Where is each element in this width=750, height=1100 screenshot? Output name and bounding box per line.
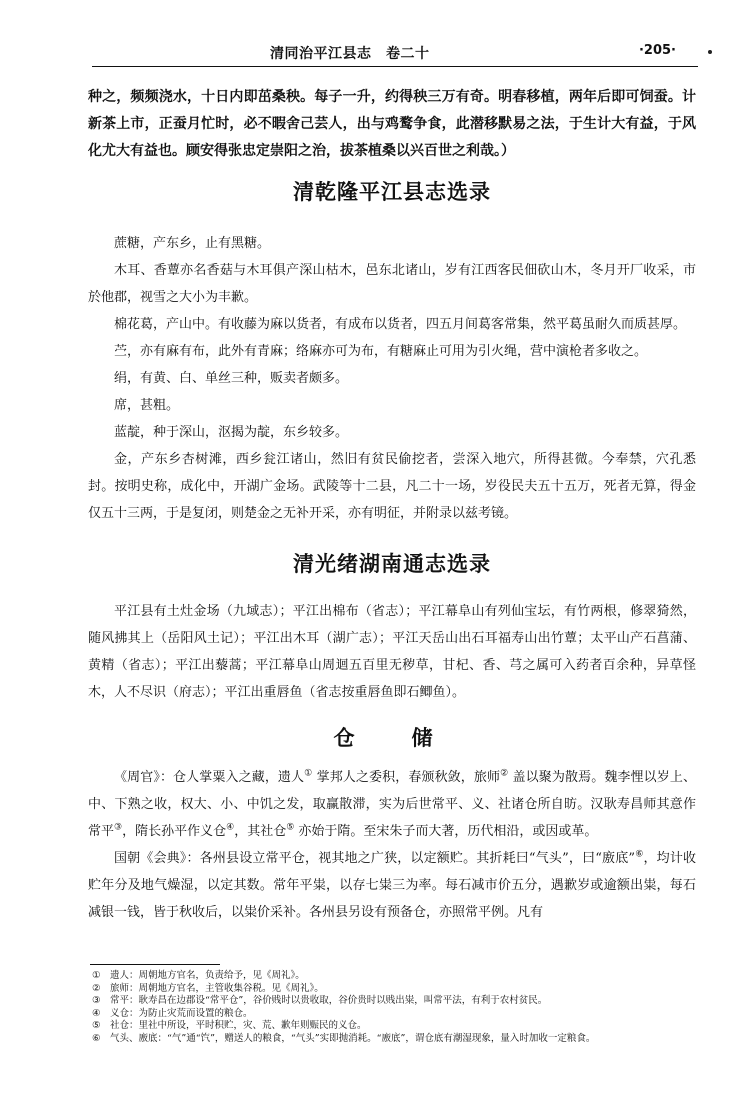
footnote-2: ② 旅师：周朝地方官名，主管收集谷税。见《周礼》。 [92,982,324,994]
entry-mat: 席，甚粗。 [114,398,180,413]
margin-dot [708,50,712,54]
section-qianlong [88,168,696,208]
footnote-1: ① 遗人：周朝地方官名，负责给予，见《周礼》。 [92,970,305,981]
entry-gold: 金，产东乡杏树滩，西乡瓮江诸山，然旧有贫民偷挖者，尝深入地穴，所得甚微。今奉禁，穴孔悉封。按明史称，成化中，开湖广金场。武陵等十二县，凡二十一场，岁役民夫五十五万，死者无算，得金仅五十三两，于是复闭，则楚金之无补开采，亦有明征，并附录以兹考镜。 [88,452,696,521]
intro-paragraph: 种之，频频浇水，十日内即茁桑秧。每子一升，约得秧三万有奇。明春移植，两年后即可饲蚕。计新茶上市，正蚕月忙时，必不暇舍己芸人，出与鸡鹜争食，此潜移默易之法，于生计大有益，于风化尤大有益也。顾安得张忠定崇阳之治，拔茶植桑以兴百世之利哉。） [88,89,696,159]
entry-indigo: 蓝靛，种于深山，沤揭为靛，东乡较多。 [114,425,349,440]
footnote-ref-3[interactable]: ③ [114,822,123,833]
footnote-6: ⑥ 气头、廒底：“气”通“饩”，赠送人的粮食，“气头”实即抛消耗。“廒底”，谓仓底有潮湿现象，量入时加收一定粮食。 [92,1032,596,1044]
entry-kudzu: 棉花葛，产山中。有收藤为麻以货者，有成布以货者，四五月间葛客常集，然平葛虽耐久而质甚厚。 [114,317,687,332]
guangxu-paragraph: 平江县有土灶金场（九域志）；平江出棉布（省志）；平江幕阜山有列仙宝坛，有竹两根，修翠猗然，随风拂其上（岳阳风土记）；平江出木耳（湖广志）；平江天岳山出石耳福寿山出竹蕈；太平山产石菖蒲、黄精（省志）；平江出藜蒿；平江幕阜山周迴五百里无秽草，甘杞、香、芎之属可入药者百余种，异草怪木，人不尽识（府志）；平江出重唇鱼（省志按重唇鱼即石鲫鱼）。 [88,604,696,700]
footnote-ref-6[interactable]: ⑥ [635,849,644,860]
section-heading-granary: 仓 储 [333,726,451,750]
footnote-3: ③ 常平：耿寿昌在边郡设“常平仓”，谷价贱时以贵收取，谷价贵时以贱出粜，叫常平法，有利于农村贫民。 [92,995,548,1006]
section-heading-guangxu: 清光绪湖南通志选录 [293,552,491,576]
entry-sugar: 蔗糖，产东乡，止有黑糖。 [114,236,271,251]
section-guangxu [88,540,696,580]
entry-fungus: 木耳、香蕈亦名香菇与木耳俱产深山枯木，邑东北诸山，岁有江西客民佃砍山木，冬月开厂收采，市於他郡，视雪之大小为丰歉。 [88,263,696,305]
footnote-4: ④ 义仓：为防止灾荒而设置的粮仓。 [92,1007,253,1019]
section-granary-body [88,764,696,926]
granary-paragraph-2: 国朝《会典》：各州县设立常平仓，视其地之广狭，以定额贮。其折耗曰“气头”，曰“廒底”⑥，均计收贮年分及地气燥湿，以定其数。常年平粜，以存七粜三为率。每石减市价五分，遇歉岁或逾额出粜，每石减银一钱，皆于秋收后，以粜价采补。各州县另设有预备仓，亦照常平例。凡有 [88,849,696,920]
running-header [92,40,698,67]
intro-paragraph-block [88,84,696,165]
footnote-ref-1[interactable]: ① [304,768,313,779]
section-guangxu-body [88,598,696,706]
entry-silk: 绢，有黄、白、单丝三种，贩卖者颇多。 [114,371,349,386]
footnote-ref-4[interactable]: ④ [226,822,235,833]
footnote-divider [90,964,220,965]
section-granary [88,716,696,756]
section-heading-qianlong: 清乾隆平江县志选录 [293,180,491,204]
section-qianlong-body [88,230,696,527]
granary-paragraph-1: 《周官》：仓人掌粟入之藏，遗人① 掌邦人之委积，春颁秋敛，旅师② 盖以聚为散焉。魏李悝以岁上、中、下熟之收，权大、小、中饥之发，取赢散滞，实为后世常平、义、社诸仓所自昉。汉耿寿昌师其意作常平③，隋长孙平作义仓④，其社仓⑤ 亦始于隋。至宋朱子而大著，历代相沿，或因或革。 [88,768,696,839]
footnote-5: ⑤ 社仓：里社中所设，平时积贮，灾、荒、歉年则赈民的义仓。 [92,1020,367,1031]
entry-ramie: 苎，亦有麻有布，此外有青麻；络麻亦可为布，有糖麻止可用为引火绳，营中演枪者多收之。 [114,344,648,359]
header-title: 清同治平江县志 卷二十 [270,46,430,62]
footnotes [92,970,704,1045]
page-number: ·205· [638,43,676,58]
footnote-ref-2[interactable]: ② [500,768,509,779]
footnote-ref-5[interactable]: ⑤ [286,822,295,833]
